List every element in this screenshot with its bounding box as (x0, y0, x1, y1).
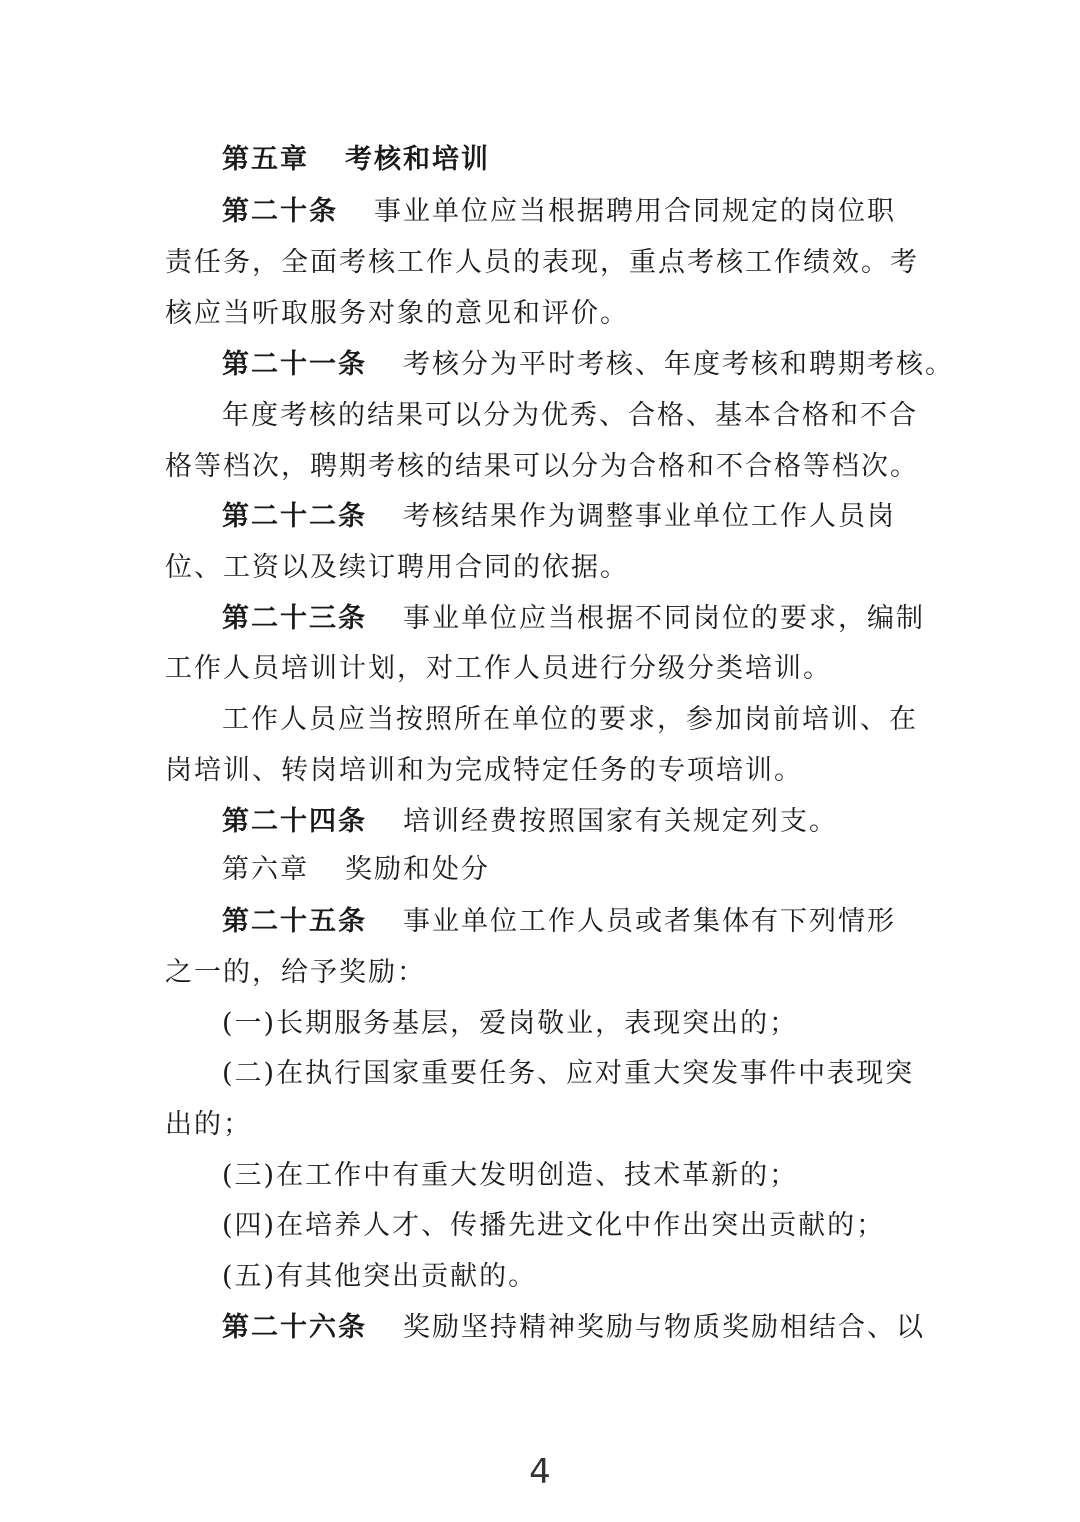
article-25-line-2: 之一的，给予奖励： (165, 957, 426, 988)
article-24-label: 第二十四条 (222, 806, 367, 837)
chapter-5-heading (0, 143, 1080, 177)
article-23-line-3: 工作人员应当按照所在单位的要求，参加岗前培训、在 (222, 704, 918, 735)
article-26 (0, 1311, 1080, 1345)
article-23-line-2: 工作人员培训计划，对工作人员进行分级分类培训。 (165, 653, 832, 684)
article-25-item-2-cont: 出的； (165, 1109, 252, 1140)
article-20-line-2: 责任务，全面考核工作人员的表现，重点考核工作绩效。考 (165, 247, 919, 278)
article-26-line-1: 奖励坚持精神奖励与物质奖励相结合、以 (403, 1312, 925, 1343)
article-25-item-4: (四)在培养人才、传播先进文化中作出突出贡献的； (222, 1210, 886, 1241)
article-21-line-3: 格等档次，聘期考核的结果可以分为合格和不合格等档次。 (165, 451, 919, 482)
article-25-label: 第二十五条 (222, 906, 367, 937)
article-22-label: 第二十二条 (222, 501, 367, 532)
article-26-label: 第二十六条 (222, 1312, 367, 1343)
article-23 (0, 602, 1080, 636)
article-20 (0, 195, 1080, 229)
chapter-6-heading (0, 853, 1080, 887)
article-22 (0, 500, 1080, 534)
chapter-5-title: 考核和培训 (345, 144, 490, 175)
article-24-line-1: 培训经费按照国家有关规定列支。 (403, 806, 838, 837)
page-number: 4 (529, 1452, 551, 1492)
article-25 (0, 905, 1080, 939)
article-22-line-2: 位、工资以及续订聘用合同的依据。 (165, 552, 629, 583)
chapter-6-title: 奖励和处分 (345, 854, 490, 885)
article-25-item-2: (二)在执行国家重要任务、应对重大突发事件中表现突 (222, 1058, 915, 1089)
article-25-item-3: (三)在工作中有重大发明创造、技术革新的； (222, 1160, 799, 1191)
chapter-6-number: 第六章 (222, 854, 309, 885)
article-23-line-1: 事业单位应当根据不同岗位的要求，编制 (403, 603, 925, 634)
chapter-5-number: 第五章 (222, 144, 309, 175)
article-21-line-2: 年度考核的结果可以分为优秀、合格、基本合格和不合 (222, 400, 918, 431)
article-21 (0, 348, 1080, 382)
article-23-line-4: 岗培训、转岗培训和为完成特定任务的专项培训。 (165, 755, 803, 786)
article-22-line-1: 考核结果作为调整事业单位工作人员岗 (403, 501, 896, 532)
article-25-item-1: (一)长期服务基层，爱岗敬业，表现突出的； (222, 1008, 799, 1039)
article-20-label: 第二十条 (222, 196, 338, 227)
article-25-line-1: 事业单位工作人员或者集体有下列情形 (403, 906, 896, 937)
article-25-item-5: (五)有其他突出贡献的。 (222, 1261, 538, 1292)
article-20-line-1: 事业单位应当根据聘用合同规定的岗位职 (374, 196, 896, 227)
article-21-line-1: 考核分为平时考核、年度考核和聘期考核。 (403, 349, 954, 380)
article-20-line-3: 核应当听取服务对象的意见和评价。 (165, 298, 629, 329)
article-23-label: 第二十三条 (222, 603, 367, 634)
article-21-label: 第二十一条 (222, 349, 367, 380)
article-24 (0, 805, 1080, 839)
